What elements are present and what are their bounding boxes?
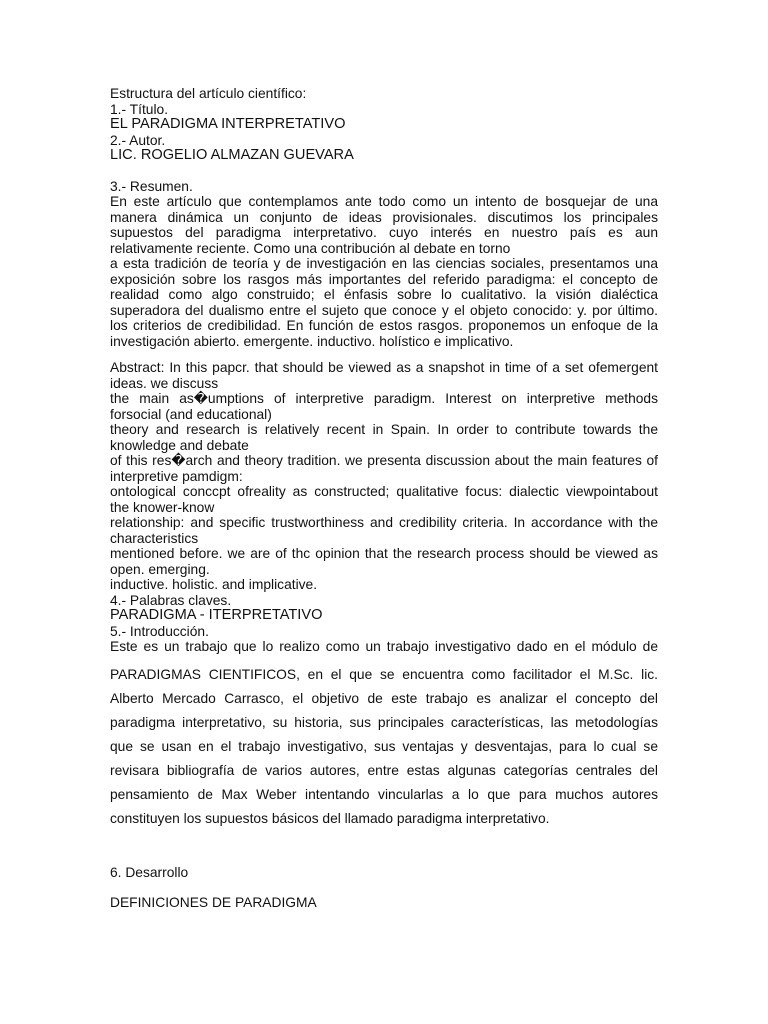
abstract-line: of this res�arch and theory tradition. we presenta discussion about the main features of [110,453,658,468]
resumen-line: superadora del dualismo entre el sujeto que conoce y el objeto conocido: y. por último. [110,302,658,318]
intro-line: pensamiento de Max Weber intentando vincularlas a lo que para muchos autores [110,786,658,802]
section-title-label: 1.- Título. [110,101,169,117]
abstract-line: relationship: and specific trustworthiness and credibility criteria. In accordance with the [110,515,658,530]
keywords-value: PARADIGMA - ITERPRETATIVO [110,607,323,623]
abstract-line: ideas. we discuss [110,375,219,391]
author-name: LIC. ROGELIO ALMAZAN GUEVARA [110,147,354,163]
resumen-line: relativamente reciente. Como una contribución al debate en torno [110,240,511,256]
section-resumen-label: 3.- Resumen. [110,178,193,194]
abstract-line: the knower-know [110,499,215,515]
subheading-definiciones: DEFINICIONES DE PARADIGMA [110,894,317,910]
abstract-line: mentioned before. we are of thc opinion that the research process should be viewed as [110,546,658,561]
section-intro-label: 5.- Introducción. [110,623,209,639]
resumen-line: investigación abierto. emergente. inductivo. holístico e implicativo. [110,333,514,349]
abstract-line: ontological conccpt ofreality as constructed; qualitative focus: dialectic viewpointabout [110,484,658,499]
intro-line: que se usan en el trabajo investigativo, sus ventajas y desventajas, para lo cual se [110,738,658,754]
abstract-line: interpretive pamdigm: [110,468,243,484]
intro-line: Alberto Mercado Carrasco, el objetivo de este trabajo es analizar el concepto del [110,690,658,706]
resumen-line: los criterios de credibilidad. En función de estos rasgos. proponemos un enfoque de la [110,318,658,333]
resumen-line: En este artículo que contemplamos ante todo como un intento de bosquejar de una [110,194,658,209]
intro-line: revisara bibliografía de varios autores, entre estas algunas categorías centrales del [110,762,658,778]
resumen-line: exposición sobre los rasgos más importantes del referido paradigma: el concepto de [110,271,658,287]
abstract-line: the main as�umptions of interpretive paradigm. Interest on interpretive methods [110,391,658,406]
abstract-paragraph [110,360,658,593]
abstract-line: Abstract: In this papcr. that should be viewed as a snapshot in time of a set ofemergent [110,360,658,375]
abstract-line: knowledge and debate [110,437,249,453]
intro-line: Este es un trabajo que lo realizo como un trabajo investigativo dado en el módulo de [110,639,658,654]
section-author-label: 2.- Autor. [110,132,166,148]
section-keywords-label: 4.- Palabras claves. [110,592,232,608]
abstract-line: open. emerging. [110,561,210,577]
abstract-line: theory and research is relatively recent in Spain. In order to contribute towards the [110,422,658,437]
resumen-line: supuestos del paradigma interpretativo. cuyo interés en nuestro país es aun [110,225,658,240]
document-heading: Estructura del artículo científico: [110,86,307,101]
document-page [110,86,658,910]
abstract-line: characteristics [110,530,199,546]
section-desarrollo-label: 6. Desarrollo [110,865,189,881]
intro-line: constituyen los supuestos básicos del llamado paradigma interpretativo. [110,811,550,827]
resumen-line: a esta tradición de teoría y de investigación en las ciencias sociales, presentamos una [110,256,658,271]
resumen-line: manera dinámica un conjunto de ideas provisionales. discutimos los principales [110,209,658,225]
resumen-line: realidad como algo construido; el énfasis sobre lo cualitativo. la visión dialéctica [110,287,658,302]
abstract-line: forsocial (and educational) [110,406,272,422]
intro-line: PARADIGMAS CIENTIFICOS, en el que se encuentra como facilitador el M.Sc. lic. [110,666,658,682]
intro-paragraph [110,639,658,831]
resumen-paragraph [110,194,658,349]
abstract-line: inductive. holistic. and implicative. [110,577,318,592]
intro-line: paradigma interpretativo, su historia, sus principales características, las metodologías [110,714,658,730]
article-title: EL PARADIGMA INTERPRETATIVO [110,116,346,132]
